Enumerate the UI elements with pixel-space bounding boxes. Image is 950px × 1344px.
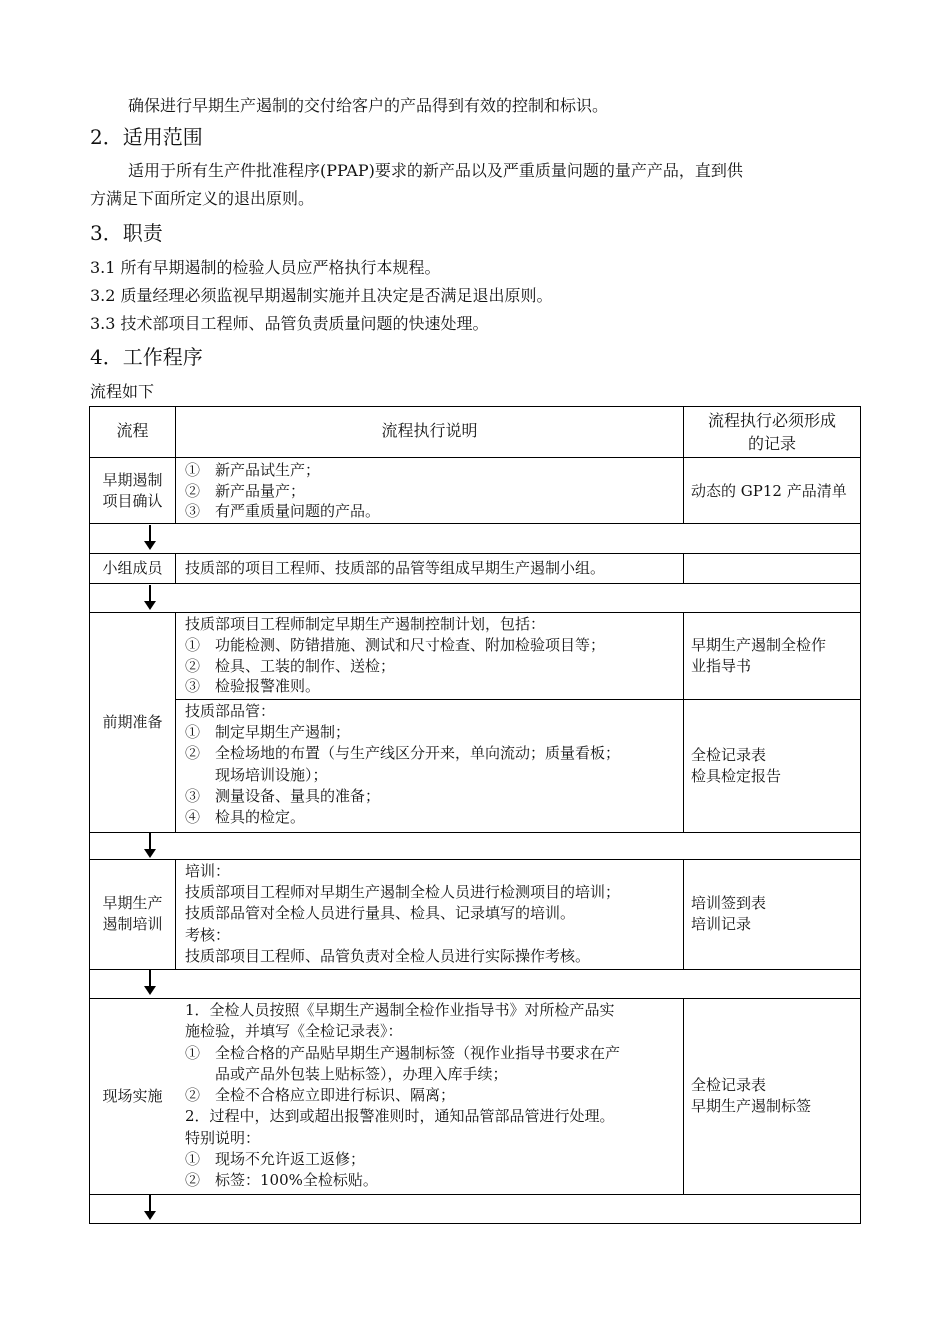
stage-line: 遏制培训 [102,915,163,933]
row-line [89,969,861,970]
desc-line: 1．全检人员按照《早期生产遏制全检作业指导书》对所检产品实 [185,1001,615,1019]
record-training [691,893,766,935]
flow-arrow-down-icon [144,525,156,551]
row-line [89,1223,861,1224]
header-record-line2: 的记录 [747,434,796,453]
row-line [89,457,861,458]
row-line [89,998,861,999]
row-line [89,832,861,833]
col-divider [683,612,684,832]
flow-arrow-down-icon [144,833,156,859]
duty-item-3: 3.3 技术部项目工程师、品管负责质量问题的快速处理。 [90,314,489,333]
row-line [89,523,861,524]
desc-line: ① 新产品试生产； [185,461,321,479]
stage-training [90,893,175,935]
row-line [175,699,861,700]
record-line: 培训签到表 [691,894,767,912]
row-line [89,1194,861,1195]
desc-line: ① 全检合格的产品贴早期生产遏制标签（视作业指导书要求在产 [185,1043,621,1062]
flow-arrow-down-icon [144,585,156,611]
col-divider [683,553,684,583]
desc-line: 品或产品外包装上贴标签），办理入库手续； [185,1064,508,1083]
desc-line: 特别说明： [185,1128,261,1147]
record-line: 早期生产遏制标签 [691,1097,812,1115]
header-record-line1: 流程执行必须形成 [707,411,836,430]
desc-line: ③ 检验报警准则。 [185,677,321,696]
desc-line: ① 制定早期生产遏制； [185,723,351,742]
duty-item-1: 3.1 所有早期遏制的检验人员应严格执行本规程。 [90,258,441,277]
row-line [89,583,861,584]
section2-heading: 2．适用范围 [90,125,203,149]
desc-line: 技质部项目工程师对早期生产遏制全检人员进行检测项目的培训； [185,883,621,902]
desc-line: 施检验，并填写《全检记录表》： [185,1022,403,1041]
desc-line: ③ 有严重质量问题的产品。 [185,502,381,520]
desc-line: ② 新产品量产； [185,481,306,500]
desc-line: ① 现场不允许返工返修； [185,1150,366,1169]
record-line: 早期生产遏制全检作 [691,636,827,654]
record-line: 培训记录 [691,915,752,933]
record-onsite [691,1075,811,1117]
desc-line: 培训： [185,862,231,880]
desc-line: ④ 检具的检定。 [185,808,306,827]
desc-project-confirm [185,460,380,522]
col-divider [175,859,176,969]
desc-line: 技质部项目工程师制定早期生产遏制控制计划，包括： [185,615,546,633]
intro-line: 确保进行早期生产遏制的交付给客户的产品得到有效的控制和标识。 [128,96,609,115]
col-divider [683,998,684,1194]
stage-line: 早期遏制 [102,471,163,489]
desc-team-members: 技质部的项目工程师、技质部的品管等组成早期生产遏制小组。 [185,559,606,577]
record-line: 全检记录表 [691,1076,767,1094]
stage-preparation: 前期准备 [102,713,163,731]
desc-line: ① 功能检测、防错措施、测试和尺寸检查、附加检验项目等； [185,635,606,654]
desc-onsite [185,1000,620,1192]
flow-arrow-down-icon [144,970,156,996]
record-line: 业指导书 [691,657,752,675]
stage-project-confirm [90,470,175,512]
col-divider [683,859,684,969]
header-process: 流程 [116,421,149,440]
desc-line: 考核： [185,925,231,944]
desc-line: 2．过程中，达到或超出报警准则时，通知品管部品管进行处理。 [185,1107,615,1126]
desc-preparation-qc [185,701,620,828]
record-preparation-engineer [691,635,826,677]
header-record [684,409,860,455]
desc-line: ③ 测量设备、量具的准备； [185,786,381,805]
desc-line: ② 全检场地的布置（与生产线区分开来，单向流动；质量看板； [185,744,621,763]
record-line: 全检记录表 [691,746,767,764]
stage-team-members: 小组成员 [102,559,163,577]
desc-line: 技质部品管对全检人员进行量具、检具、记录填写的培训。 [185,904,576,923]
stage-line: 项目确认 [102,492,163,510]
record-line: 检具检定报告 [691,767,782,785]
col-divider [175,612,176,832]
table-border-right [860,406,861,1223]
section2-para-line1: 适用于所有生产件批准程序(PPAP)要求的新产品以及严重质量问题的量产产品，直到供 [128,161,743,180]
desc-line: 技质部项目工程师、品管负责对全检人员进行实际操作考核。 [185,946,591,965]
section4-heading: 4．工作程序 [90,345,203,369]
desc-line: ② 检具、工装的制作、送检； [185,656,396,675]
record-preparation-qc [691,745,781,787]
desc-line: ② 全检不合格应立即进行标识、隔离； [185,1086,456,1105]
section3-heading: 3．职责 [90,221,163,245]
row-line [89,406,861,407]
desc-line: 现场培训设施）； [185,765,328,784]
flow-arrow-down-icon [144,1195,156,1221]
record-project-confirm: 动态的 GP12 产品清单 [691,482,847,500]
desc-line: ② 标签：100%全检标贴。 [185,1171,378,1190]
stage-onsite: 现场实施 [102,1087,163,1105]
desc-line: 技质部品管： [185,702,276,720]
desc-preparation-engineer [185,614,605,697]
row-line [89,612,861,613]
section2-para-line2: 方满足下面所定义的退出原则。 [90,189,315,208]
row-line [89,859,861,860]
duty-item-2: 3.2 质量经理必须监视早期遏制实施并且决定是否满足退出原则。 [90,286,553,305]
flow-intro: 流程如下 [90,382,155,401]
col-divider [175,553,176,583]
header-description: 流程执行说明 [381,421,478,440]
desc-training [185,861,620,967]
row-line [89,553,861,554]
stage-line: 早期生产 [102,894,163,912]
